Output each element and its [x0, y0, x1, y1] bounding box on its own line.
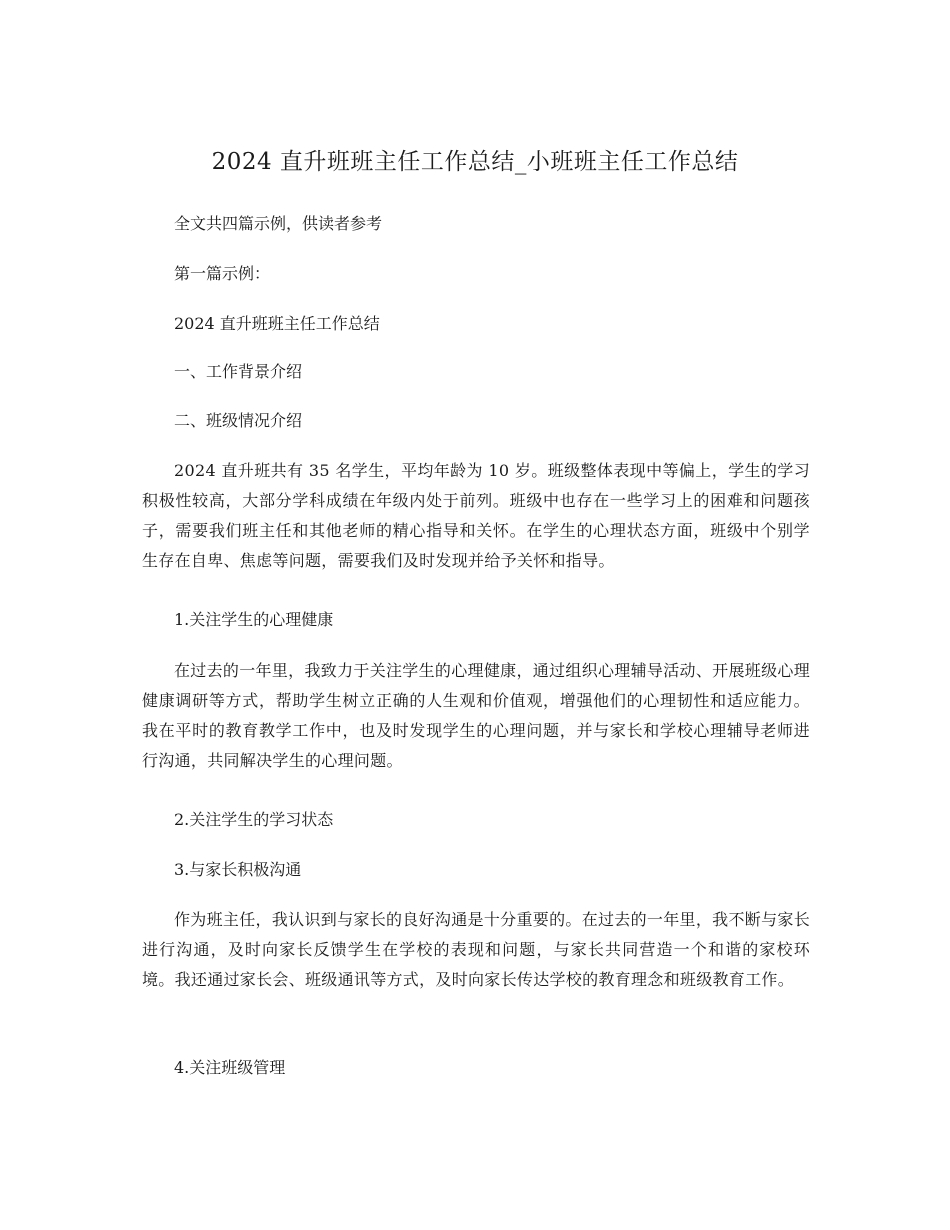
item-heading-class-management: 4.关注班级管理: [174, 1058, 286, 1077]
item-heading-learning-status: 2.关注学生的学习状态: [174, 810, 334, 829]
class-overview-paragraph: 2024 直升班共有 35 名学生，平均年龄为 10 岁。班级整体表现中等偏上，学生的学习积极性较高，大部分学科成绩在年级内处于前列。班级中也存在一些学习上的困难和问题孩子，需要我们班主任和其他老师的精心指导和关怀。在学生的心理状态方面，班级中个别学生存在自卑、焦虑等问题，需要我们及时发现并给予关怀和指导。: [142, 461, 810, 570]
item-heading-mental-health: 1.关注学生的心理健康: [174, 610, 334, 629]
section-heading-work-background: 一、工作背景介绍: [174, 362, 303, 381]
parent-communication-paragraph: 作为班主任，我认识到与家长的良好沟通是十分重要的。在过去的一年里，我不断与家长进行沟通，及时向家长反馈学生在学校的表现和问题，与家长共同营造一个和谐的家校环境。我还通过家长会、班级通讯等方式，及时向家长传达学校的教育理念和班级教育工作。: [142, 910, 810, 989]
item-heading-parent-communication: 3.与家长积极沟通: [174, 860, 302, 879]
sub-title: 2024 直升班班主任工作总结: [174, 314, 380, 333]
section-heading-class-situation: 二、班级情况介绍: [174, 411, 303, 430]
example-label: 第一篇示例：: [174, 264, 271, 283]
document-title: 2024 直升班班主任工作总结_小班班主任工作总结: [211, 149, 739, 175]
mental-health-paragraph: 在过去的一年里，我致力于关注学生的心理健康，通过组织心理辅导活动、开展班级心理健康调研等方式，帮助学生树立正确的人生观和价值观，增强他们的心理韧性和适应能力。我在平时的教育教学工作中，也及时发现学生的心理问题，并与家长和学校心理辅导老师进行沟通，共同解决学生的心理问题。: [142, 661, 810, 770]
intro-text: 全文共四篇示例，供读者参考: [174, 214, 383, 233]
